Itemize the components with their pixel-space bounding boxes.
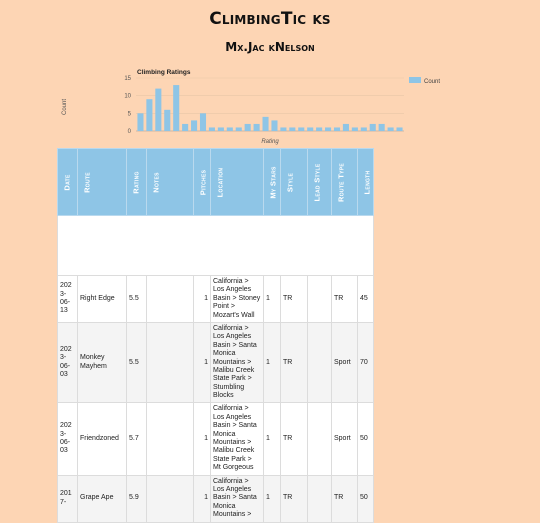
chart-bar (388, 127, 394, 131)
column-header[interactable] (78, 149, 127, 216)
ticks-table (57, 148, 374, 523)
chart-bar (245, 124, 251, 131)
chart-ylabel: Count (62, 98, 68, 116)
table-row[interactable] (58, 322, 374, 403)
page-title: ClimbingTic ks (209, 9, 331, 29)
chart-bar (200, 113, 206, 131)
cell-notes (147, 276, 194, 323)
column-header[interactable] (127, 149, 147, 216)
chart-bar (289, 127, 295, 131)
column-header-label: Route Type (336, 162, 346, 202)
cell-length: 50 (358, 403, 374, 475)
legend-label: Count (424, 79, 441, 85)
chart-bar (343, 124, 349, 131)
cell-length: 50 (358, 475, 374, 522)
chart-bar (316, 127, 322, 131)
y-tick-label: 0 (127, 129, 131, 135)
cell-rating: 5.5 (127, 276, 147, 323)
chart-bar (191, 120, 197, 131)
cell-length: 45 (358, 276, 374, 323)
cell-stars: 1 (264, 403, 281, 475)
y-tick-label: 10 (124, 93, 131, 100)
cell-pitches: 1 (194, 403, 211, 475)
chart-bar (361, 127, 367, 131)
chart-bar (173, 85, 179, 131)
column-header-label: Lead Style (312, 163, 322, 202)
chart-bar (271, 120, 277, 131)
cell-date: 2017- (58, 475, 78, 522)
chart-bar (280, 127, 286, 131)
y-tick-label: 5 (127, 111, 131, 118)
column-header[interactable] (194, 149, 211, 216)
cell-location: California > Los Angeles Basin > Santa Monica Mountains > (211, 475, 264, 522)
chart-bar (298, 127, 304, 131)
column-header-label: Length (362, 170, 372, 194)
ratings-chart (0, 64, 540, 146)
chart-bar (182, 124, 188, 131)
chart-bar (334, 127, 340, 131)
cell-route-type: TR (332, 276, 358, 323)
column-header[interactable] (147, 149, 194, 216)
table-header-row (58, 149, 374, 216)
cell-route: Monkey Mayhem (78, 322, 127, 403)
chart-bar (137, 113, 143, 131)
table-row[interactable] (58, 403, 374, 475)
column-header[interactable] (264, 149, 281, 216)
chart-bar (218, 127, 224, 131)
blank-cell (58, 216, 374, 276)
chart-bar (254, 124, 260, 131)
column-header-label: My Stars (268, 165, 278, 199)
cell-notes (147, 475, 194, 522)
chart-bar (262, 117, 268, 131)
cell-pitches: 1 (194, 276, 211, 323)
cell-length: 70 (358, 322, 374, 403)
column-header-label: Notes (151, 171, 161, 193)
cell-route-type: Sport (332, 403, 358, 475)
cell-pitches: 1 (194, 322, 211, 403)
table-blank-row (58, 216, 374, 276)
column-header[interactable] (211, 149, 264, 216)
cell-stars: 1 (264, 276, 281, 323)
column-header-label: Pitches (198, 169, 208, 195)
cell-date: 2023-06-03 (58, 322, 78, 403)
y-tick-label: 15 (124, 76, 131, 82)
column-header[interactable] (281, 149, 308, 216)
chart-title: Climbing Ratings (137, 69, 191, 76)
cell-stars: 1 (264, 322, 281, 403)
column-header-label: Rating (131, 170, 141, 194)
cell-pitches: 1 (194, 475, 211, 522)
column-header-label: Route (82, 171, 92, 193)
cell-route: Friendzoned (78, 403, 127, 475)
cell-style: TR (281, 475, 308, 522)
cell-style: TR (281, 322, 308, 403)
chart-xlabel: Rating (261, 139, 279, 145)
cell-lead-style (308, 475, 332, 522)
chart-bar (325, 127, 331, 131)
cell-route: Grape Ape (78, 475, 127, 522)
chart-bar (352, 127, 358, 131)
cell-route-type: TR (332, 475, 358, 522)
column-header[interactable] (308, 149, 332, 216)
column-header-label: Style (285, 172, 295, 192)
cell-style: TR (281, 403, 308, 475)
chart-bar (307, 127, 313, 131)
cell-rating: 5.5 (127, 322, 147, 403)
chart-bar (146, 99, 152, 131)
cell-location: California > Los Angeles Basin > Stoney Point > Mozart's Wall (211, 276, 264, 323)
cell-date: 2023-06-13 (58, 276, 78, 323)
chart-bar (236, 127, 242, 131)
column-header-label: Location (215, 167, 225, 197)
chart-bar (209, 127, 215, 131)
cell-notes (147, 322, 194, 403)
table-row[interactable] (58, 276, 374, 323)
ticks-table-container[interactable] (57, 148, 373, 523)
cell-location: California > Los Angeles Basin > Santa Monica Mountains > Malibu Creek State Park > Stumbling Blocks (211, 322, 264, 403)
column-header[interactable] (332, 149, 358, 216)
column-header[interactable] (58, 149, 78, 216)
cell-route-type: Sport (332, 322, 358, 403)
chart-bar (396, 127, 402, 131)
page-subtitle: Mx.Jac kNelson (225, 40, 315, 54)
cell-notes (147, 403, 194, 475)
cell-lead-style (308, 322, 332, 403)
cell-date: 2023-06-03 (58, 403, 78, 475)
column-header[interactable] (358, 149, 374, 216)
legend-swatch (409, 77, 421, 83)
cell-rating: 5.7 (127, 403, 147, 475)
cell-location: California > Los Angeles Basin > Santa Monica Mountains > Malibu Creek State Park > Mt Gorgeous (211, 403, 264, 475)
chart-legend (409, 77, 440, 85)
cell-lead-style (308, 276, 332, 323)
cell-stars: 1 (264, 475, 281, 522)
cell-lead-style (308, 403, 332, 475)
cell-rating: 5.9 (127, 475, 147, 522)
chart-bar (379, 124, 385, 131)
column-header-label: Date (62, 173, 72, 191)
chart-bar (370, 124, 376, 131)
cell-style: TR (281, 276, 308, 323)
cell-route: Right Edge (78, 276, 127, 323)
table-row[interactable] (58, 475, 374, 522)
chart-bar (164, 110, 170, 131)
chart-bar (227, 127, 233, 131)
chart-bar (155, 89, 161, 131)
